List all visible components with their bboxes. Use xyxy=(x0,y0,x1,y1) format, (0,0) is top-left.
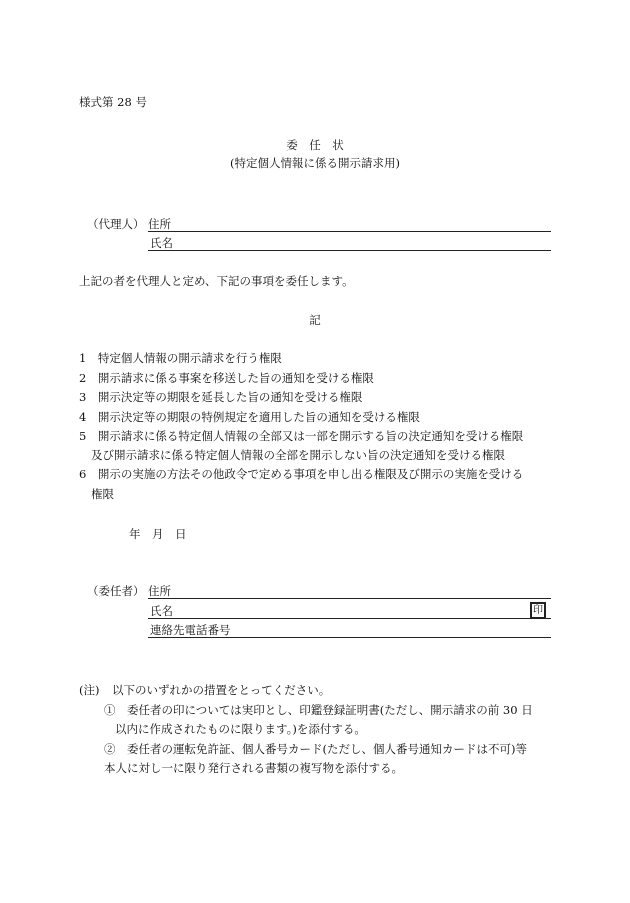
authority-item-continuation: 及び開示請求に係る特定個人情報の全部を開示しない旨の決定通知を受ける権限 xyxy=(91,448,505,462)
principal-name-field[interactable] xyxy=(148,618,551,619)
principal-phone-label: 連絡先電話番号 xyxy=(150,623,231,637)
note-item-line: 本人に対し一に限り発行される書類の複写物を添付する。 xyxy=(104,761,403,775)
agent-name-field[interactable] xyxy=(148,250,551,251)
authority-item: 6 開示の実施の方法その他政令で定める事項を申し出る権限及び開示の実施を受ける xyxy=(79,467,524,481)
principal-address-field[interactable] xyxy=(148,598,551,599)
ki-heading: 記 xyxy=(309,313,321,327)
note-item-line: ① 委任者の印については実印とし、印鑑登録証明書(ただし、開示請求の前 30 日 xyxy=(104,703,533,717)
document-title: 委 任 状 xyxy=(286,138,344,152)
agent-address-label: 住所 xyxy=(148,217,171,231)
document-subtitle: (特定個人情報に係る開示請求用) xyxy=(230,156,400,170)
authority-item-continuation: 権限 xyxy=(91,487,114,501)
note-item-line: ② 委任者の運転免許証、個人番号カード(ただし、個人番号通知カードは不可)等 xyxy=(104,742,527,756)
authority-item: 1 特定個人情報の開示請求を行う権限 xyxy=(79,351,282,365)
principal-name-label: 氏名 xyxy=(150,604,173,618)
form-number: 様式第 28 号 xyxy=(79,95,147,109)
delegation-statement: 上記の者を代理人と定め、下記の事項を委任します。 xyxy=(79,274,354,288)
principal-phone-field[interactable] xyxy=(148,637,551,638)
note-item-line: 以内に作成されたものに限ります。)を添付する。 xyxy=(115,722,366,736)
authority-item: 5 開示請求に係る特定個人情報の全部又は一部を開示する旨の決定通知を受ける権限 xyxy=(79,429,524,443)
date-line: 年 月 日 xyxy=(129,527,187,541)
authority-item: 3 開示決定等の期限を延長した旨の通知を受ける権限 xyxy=(79,390,363,404)
agent-address-field[interactable] xyxy=(148,231,551,232)
agent-name-label: 氏名 xyxy=(150,236,173,250)
agent-label: （代理人） xyxy=(87,217,145,231)
seal-mark: 印 xyxy=(533,605,543,616)
principal-label: （委任者） xyxy=(87,584,145,598)
note-label: (注) xyxy=(79,683,100,697)
principal-address-label: 住所 xyxy=(148,584,171,598)
authority-item: 2 開示請求に係る事案を移送した旨の通知を受ける権限 xyxy=(79,371,374,385)
note-intro: 以下のいずれかの措置をとってください。 xyxy=(112,683,331,697)
authority-item: 4 開示決定等の期限の特例規定を適用した旨の通知を受ける権限 xyxy=(79,410,420,424)
